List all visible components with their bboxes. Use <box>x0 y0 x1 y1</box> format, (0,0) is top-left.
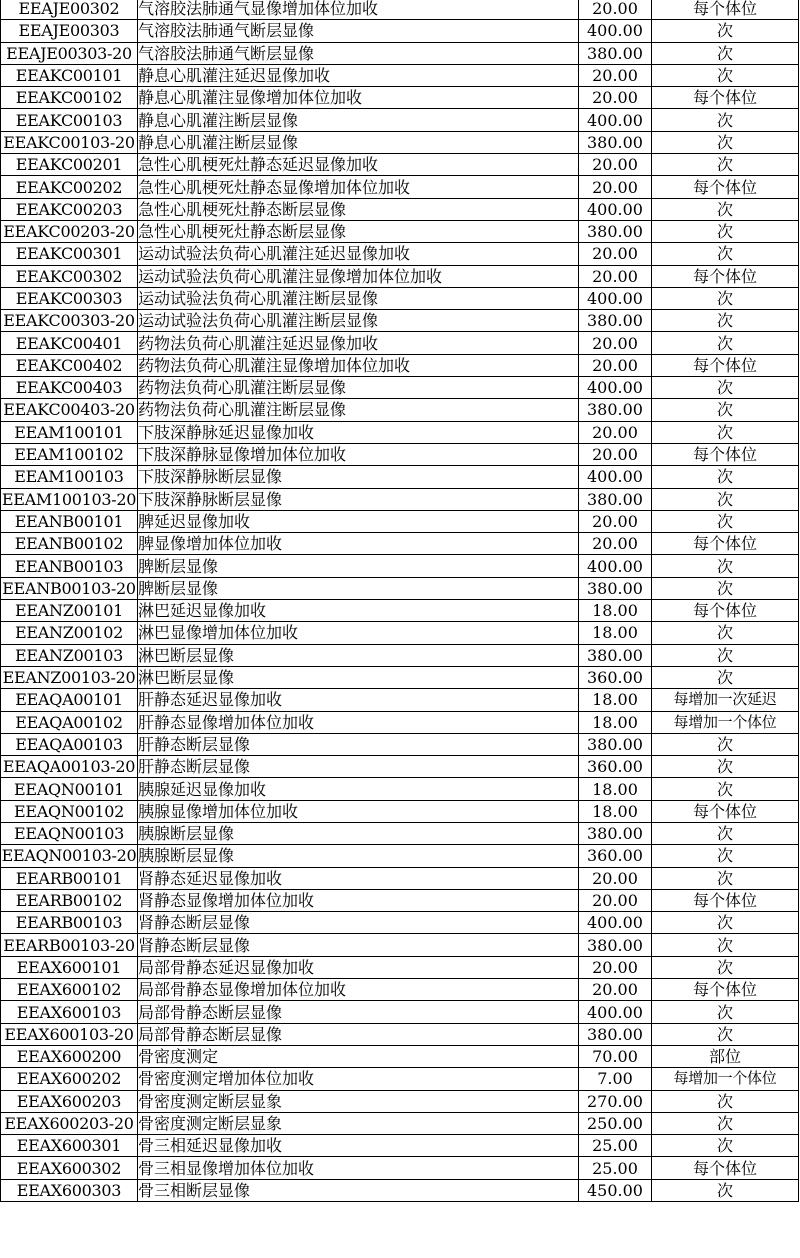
item-code-cell: EEAX600302 <box>1 1157 138 1179</box>
item-code-cell: EEAKC00401 <box>1 332 138 354</box>
item-code-cell: EEAM100101 <box>1 421 138 443</box>
table-row <box>1 845 799 867</box>
item-name-cell: 肾静态断层显像 <box>138 934 579 956</box>
item-code-cell: EEARB00103-20 <box>1 934 138 956</box>
item-name-cell: 运动试验法负荷心肌灌注延迟显像加收 <box>138 243 579 265</box>
item-name-cell: 胰腺显像增加体位加收 <box>138 800 579 822</box>
unit-cell: 次 <box>652 399 799 421</box>
unit-cell: 每增加一个体位 <box>652 711 799 733</box>
unit-cell: 次 <box>652 822 799 844</box>
item-code-cell: EEAQN00102 <box>1 800 138 822</box>
price-cell: 380.00 <box>579 644 652 666</box>
unit-cell: 次 <box>652 666 799 688</box>
item-name-cell: 药物法负荷心肌灌注断层显像 <box>138 377 579 399</box>
price-cell: 380.00 <box>579 399 652 421</box>
table-row <box>1 577 799 599</box>
table-row <box>1 867 799 889</box>
item-code-cell: EEAQA00102 <box>1 711 138 733</box>
item-name-cell: 局部骨静态显像增加体位加收 <box>138 979 579 1001</box>
item-name-cell: 淋巴延迟显像加收 <box>138 600 579 622</box>
price-cell: 270.00 <box>579 1090 652 1112</box>
table-row <box>1 1157 799 1179</box>
item-code-cell: EEAX600203 <box>1 1090 138 1112</box>
unit-cell: 次 <box>652 64 799 86</box>
unit-cell: 次 <box>652 1112 799 1134</box>
item-name-cell: 肝静态显像增加体位加收 <box>138 711 579 733</box>
item-name-cell: 胰腺断层显像 <box>138 822 579 844</box>
item-code-cell: EEAKC00402 <box>1 354 138 376</box>
price-cell: 400.00 <box>579 377 652 399</box>
table-row <box>1 243 799 265</box>
price-cell: 20.00 <box>579 421 652 443</box>
price-cell: 18.00 <box>579 711 652 733</box>
unit-cell: 次 <box>652 510 799 532</box>
item-code-cell: EEARB00102 <box>1 889 138 911</box>
item-code-cell: EEAKC00203-20 <box>1 220 138 242</box>
item-code-cell: EEARB00101 <box>1 867 138 889</box>
item-name-cell: 局部骨静态断层显像 <box>138 1001 579 1023</box>
table-row <box>1 666 799 688</box>
table-row <box>1 421 799 443</box>
unit-cell: 次 <box>652 131 799 153</box>
item-code-cell: EEAKC00403-20 <box>1 399 138 421</box>
item-name-cell: 肾静态断层显像 <box>138 912 579 934</box>
unit-cell: 次 <box>652 243 799 265</box>
price-cell: 380.00 <box>579 577 652 599</box>
unit-cell: 次 <box>652 287 799 309</box>
price-cell: 20.00 <box>579 354 652 376</box>
price-cell: 20.00 <box>579 443 652 465</box>
unit-cell: 次 <box>652 109 799 131</box>
item-code-cell: EEAKC00102 <box>1 87 138 109</box>
item-code-cell: EEANB00103-20 <box>2 578 136 598</box>
item-code-cell: EEAX600101 <box>1 956 138 978</box>
table-row <box>1 466 799 488</box>
item-code-cell: EEAKC00103 <box>1 109 138 131</box>
price-cell: 18.00 <box>579 800 652 822</box>
unit-cell: 部位 <box>652 1045 799 1067</box>
unit-cell: 每个体位 <box>652 265 799 287</box>
item-code-cell: EEAQN00103 <box>1 822 138 844</box>
price-cell: 450.00 <box>579 1179 652 1201</box>
item-code-cell: EEAKC00303 <box>1 287 138 309</box>
price-cell: 400.00 <box>579 466 652 488</box>
price-cell: 70.00 <box>579 1045 652 1067</box>
item-name-cell: 淋巴断层显像 <box>138 644 579 666</box>
table-row <box>1 912 799 934</box>
table-row <box>1 42 799 64</box>
price-cell: 20.00 <box>579 265 652 287</box>
price-cell: 400.00 <box>579 287 652 309</box>
table-row <box>1 1090 799 1112</box>
unit-cell: 每个体位 <box>652 533 799 555</box>
unit-cell: 次 <box>652 198 799 220</box>
table-row <box>1 220 799 242</box>
unit-cell: 次 <box>652 1135 799 1157</box>
item-name-cell: 脾显像增加体位加收 <box>138 533 579 555</box>
item-name-cell: 骨密度测定 <box>138 1045 579 1067</box>
table-row <box>1 488 799 510</box>
table-row <box>1 800 799 822</box>
price-cell: 400.00 <box>579 198 652 220</box>
item-name-cell: 脾断层显像 <box>138 555 579 577</box>
price-cell: 380.00 <box>579 822 652 844</box>
table-row <box>1 956 799 978</box>
item-name-cell: 运动试验法负荷心肌灌注断层显像 <box>138 310 579 332</box>
price-cell: 18.00 <box>579 600 652 622</box>
table-row <box>1 64 799 86</box>
item-code-cell: EEANZ00102 <box>1 622 138 644</box>
table-row <box>1 1112 799 1134</box>
item-name-cell: 脾断层显像 <box>138 577 579 599</box>
price-cell: 380.00 <box>579 42 652 64</box>
price-cell: 20.00 <box>579 979 652 1001</box>
price-cell: 20.00 <box>579 956 652 978</box>
unit-cell: 次 <box>652 555 799 577</box>
table-row <box>1 154 799 176</box>
unit-cell: 次 <box>652 20 799 42</box>
price-cell: 20.00 <box>579 176 652 198</box>
item-name-cell: 肾静态延迟显像加收 <box>138 867 579 889</box>
item-code-cell: EEAM100102 <box>1 443 138 465</box>
item-name-cell: 静息心肌灌注断层显像 <box>138 109 579 131</box>
item-code-cell: EEAM100103-20 <box>1 489 137 509</box>
unit-cell: 次 <box>652 778 799 800</box>
item-name-cell: 下肢深静脉断层显像 <box>138 466 579 488</box>
unit-cell: 次 <box>652 377 799 399</box>
item-name-cell: 气溶胶法肺通气断层显像 <box>138 42 579 64</box>
item-name-cell: 急性心肌梗死灶静态显像增加体位加收 <box>138 176 579 198</box>
unit-cell: 次 <box>652 934 799 956</box>
table-row <box>1 1001 799 1023</box>
table-row <box>1 733 799 755</box>
unit-cell: 每个体位 <box>652 0 799 20</box>
price-cell: 20.00 <box>579 510 652 532</box>
item-name-cell: 静息心肌灌注断层显像 <box>138 131 579 153</box>
unit-cell: 次 <box>652 1090 799 1112</box>
item-code-cell: EEAX600102 <box>1 979 138 1001</box>
price-cell: 400.00 <box>579 1001 652 1023</box>
unit-cell: 次 <box>652 1023 799 1045</box>
item-code-cell: EEAKC00301 <box>1 243 138 265</box>
item-name-cell: 骨三相断层显像 <box>138 1179 579 1201</box>
price-cell: 20.00 <box>579 332 652 354</box>
price-cell: 20.00 <box>579 0 652 20</box>
table-row <box>1 377 799 399</box>
table-row <box>1 1179 799 1201</box>
table-row <box>1 934 799 956</box>
item-name-cell: 局部骨静态断层显像 <box>138 1023 579 1045</box>
price-cell: 380.00 <box>579 934 652 956</box>
unit-cell: 每个体位 <box>652 600 799 622</box>
price-cell: 400.00 <box>579 20 652 42</box>
item-code-cell: EEAQA00103 <box>1 733 138 755</box>
price-cell: 20.00 <box>579 533 652 555</box>
price-cell: 380.00 <box>579 733 652 755</box>
item-name-cell: 肝静态延迟显像加收 <box>138 689 579 711</box>
unit-cell: 每个体位 <box>652 443 799 465</box>
item-code-cell: EEANZ00103-20 <box>1 666 138 688</box>
item-code-cell: EEAQN00103-20 <box>1 846 137 866</box>
unit-cell: 次 <box>652 488 799 510</box>
item-name-cell: 气溶胶法肺通气显像增加体位加收 <box>138 0 579 20</box>
item-name-cell: 局部骨静态延迟显像加收 <box>138 956 579 978</box>
item-code-cell: EEAJE00303-20 <box>1 42 138 64</box>
unit-cell: 次 <box>652 466 799 488</box>
item-name-cell: 气溶胶法肺通气断层显像 <box>138 20 579 42</box>
item-code-cell: EEAKC00201 <box>1 154 138 176</box>
item-code-cell: EEAX600303 <box>1 1179 138 1201</box>
unit-cell: 每个体位 <box>652 87 799 109</box>
item-code-cell: EEAM100103 <box>1 466 138 488</box>
table-row <box>1 644 799 666</box>
price-cell: 360.00 <box>579 756 652 778</box>
table-row <box>1 689 799 711</box>
item-name-cell: 胰腺延迟显像加收 <box>138 778 579 800</box>
unit-cell: 次 <box>652 42 799 64</box>
table-row <box>1 332 799 354</box>
item-code-cell: EEARB00103 <box>1 912 138 934</box>
item-name-cell: 骨密度测定增加体位加收 <box>138 1068 579 1090</box>
item-code-cell: EEAKC00103-20 <box>1 131 138 153</box>
item-code-cell: EEAJE00303 <box>1 20 138 42</box>
item-name-cell: 运动试验法负荷心肌灌注断层显像 <box>138 287 579 309</box>
table-row <box>1 443 799 465</box>
table-row <box>1 1068 799 1090</box>
item-name-cell: 下肢深静脉断层显像 <box>138 488 579 510</box>
unit-cell: 次 <box>652 622 799 644</box>
unit-cell: 次 <box>652 956 799 978</box>
item-code-cell: EEAX600202 <box>1 1068 138 1090</box>
table-row <box>1 265 799 287</box>
unit-cell: 每个体位 <box>652 176 799 198</box>
item-name-cell: 骨三相显像增加体位加收 <box>138 1157 579 1179</box>
unit-cell: 次 <box>652 154 799 176</box>
item-code-cell: EEAQA00101 <box>1 689 138 711</box>
item-code-cell: EEANB00102 <box>1 533 138 555</box>
table-row <box>1 889 799 911</box>
table-row <box>1 778 799 800</box>
table-row <box>1 176 799 198</box>
price-cell: 380.00 <box>579 1023 652 1045</box>
table-row <box>1 533 799 555</box>
unit-cell: 次 <box>652 310 799 332</box>
table-row <box>1 510 799 532</box>
table-row <box>1 198 799 220</box>
table-row <box>1 600 799 622</box>
table-row <box>1 711 799 733</box>
item-name-cell: 胰腺断层显像 <box>138 845 579 867</box>
price-cell: 400.00 <box>579 912 652 934</box>
unit-cell: 次 <box>652 644 799 666</box>
unit-cell: 次 <box>652 577 799 599</box>
item-name-cell: 脾延迟显像加收 <box>138 510 579 532</box>
price-cell: 20.00 <box>579 87 652 109</box>
table-row <box>1 0 799 20</box>
price-cell: 360.00 <box>579 845 652 867</box>
table-row <box>1 109 799 131</box>
unit-cell: 次 <box>652 332 799 354</box>
unit-cell: 每个体位 <box>652 354 799 376</box>
unit-cell: 次 <box>652 220 799 242</box>
price-cell: 20.00 <box>579 64 652 86</box>
table-row <box>1 287 799 309</box>
table-row <box>1 822 799 844</box>
table-row <box>1 1045 799 1067</box>
unit-cell: 每个体位 <box>652 800 799 822</box>
table-row <box>1 354 799 376</box>
price-cell: 400.00 <box>579 109 652 131</box>
item-code-cell: EEAQA00103-20 <box>1 756 138 778</box>
price-cell: 20.00 <box>579 243 652 265</box>
table-row <box>1 310 799 332</box>
table-row <box>1 20 799 42</box>
unit-cell: 次 <box>652 756 799 778</box>
price-cell: 250.00 <box>579 1112 652 1134</box>
item-code-cell: EEAX600103 <box>1 1001 138 1023</box>
unit-cell: 次 <box>652 867 799 889</box>
item-code-cell: EEAKC00101 <box>1 64 138 86</box>
table-row <box>1 131 799 153</box>
price-cell: 20.00 <box>579 889 652 911</box>
unit-cell: 次 <box>652 1001 799 1023</box>
item-name-cell: 下肢深静脉延迟显像加收 <box>138 421 579 443</box>
item-code-cell: EEAQN00101 <box>1 778 138 800</box>
item-code-cell: EEANZ00103 <box>1 644 138 666</box>
price-cell: 400.00 <box>579 555 652 577</box>
unit-cell: 每个体位 <box>652 1157 799 1179</box>
item-name-cell: 肾静态显像增加体位加收 <box>138 889 579 911</box>
price-cell: 18.00 <box>579 778 652 800</box>
item-code-cell: EEANB00101 <box>1 510 138 532</box>
item-name-cell: 急性心肌梗死灶静态断层显像 <box>138 198 579 220</box>
item-code-cell: EEAKC00202 <box>1 176 138 198</box>
table-row <box>1 1135 799 1157</box>
item-name-cell: 肝静态断层显像 <box>138 733 579 755</box>
price-cell: 18.00 <box>579 689 652 711</box>
price-cell: 380.00 <box>579 488 652 510</box>
price-cell: 380.00 <box>579 220 652 242</box>
table-row <box>1 1023 799 1045</box>
price-cell: 25.00 <box>579 1135 652 1157</box>
unit-cell: 次 <box>652 912 799 934</box>
item-name-cell: 运动试验法负荷心肌灌注显像增加体位加收 <box>138 265 579 287</box>
price-cell: 360.00 <box>579 666 652 688</box>
price-cell: 380.00 <box>579 131 652 153</box>
price-cell: 20.00 <box>579 867 652 889</box>
item-code-cell: EEAJE00302 <box>1 0 138 20</box>
item-name-cell: 药物法负荷心肌灌注断层显像 <box>138 399 579 421</box>
unit-cell: 次 <box>652 845 799 867</box>
table-row <box>1 399 799 421</box>
item-name-cell: 下肢深静脉显像增加体位加收 <box>138 443 579 465</box>
price-cell: 25.00 <box>579 1157 652 1179</box>
item-name-cell: 淋巴断层显像 <box>138 666 579 688</box>
item-code-cell: EEAX600301 <box>1 1135 138 1157</box>
unit-cell: 每增加一次延迟 <box>652 689 799 711</box>
item-code-cell: EEAKC00203 <box>1 198 138 220</box>
unit-cell: 每个体位 <box>652 979 799 1001</box>
table-row <box>1 555 799 577</box>
price-cell: 20.00 <box>579 154 652 176</box>
item-name-cell: 骨密度测定断层显象 <box>138 1112 579 1134</box>
unit-cell: 每增加一个体位 <box>652 1068 799 1090</box>
item-name-cell: 骨密度测定断层显象 <box>138 1090 579 1112</box>
price-cell: 7.00 <box>579 1068 652 1090</box>
price-cell: 18.00 <box>579 622 652 644</box>
price-cell: 380.00 <box>579 310 652 332</box>
item-code-cell: EEAKC00403 <box>1 377 138 399</box>
table-row <box>1 87 799 109</box>
table-row <box>1 756 799 778</box>
item-name-cell: 急性心肌梗死灶静态断层显像 <box>138 220 579 242</box>
item-name-cell: 骨三相延迟显像加收 <box>138 1135 579 1157</box>
unit-cell: 每个体位 <box>652 889 799 911</box>
item-name-cell: 肝静态断层显像 <box>138 756 579 778</box>
unit-cell: 次 <box>652 1179 799 1201</box>
item-code-cell: EEAX600200 <box>1 1045 138 1067</box>
fee-table-body <box>1 0 799 1202</box>
unit-cell: 次 <box>652 733 799 755</box>
item-name-cell: 药物法负荷心肌灌注延迟显像加收 <box>138 332 579 354</box>
item-name-cell: 药物法负荷心肌灌注显像增加体位加收 <box>138 354 579 376</box>
item-code-cell: EEAKC00302 <box>1 265 138 287</box>
item-name-cell: 淋巴显像增加体位加收 <box>138 622 579 644</box>
item-code-cell: EEAX600103-20 <box>1 1023 138 1045</box>
item-name-cell: 急性心肌梗死灶静态延迟显像加收 <box>138 154 579 176</box>
item-name-cell: 静息心肌灌注显像增加体位加收 <box>138 87 579 109</box>
unit-cell: 次 <box>652 421 799 443</box>
item-code-cell: EEANB00103 <box>1 555 138 577</box>
item-name-cell: 静息心肌灌注延迟显像加收 <box>138 64 579 86</box>
item-code-cell: EEAX600203-20 <box>1 1112 138 1134</box>
item-code-cell: EEANZ00101 <box>1 600 138 622</box>
table-row <box>1 622 799 644</box>
table-row <box>1 979 799 1001</box>
item-code-cell: EEAKC00303-20 <box>1 310 138 332</box>
